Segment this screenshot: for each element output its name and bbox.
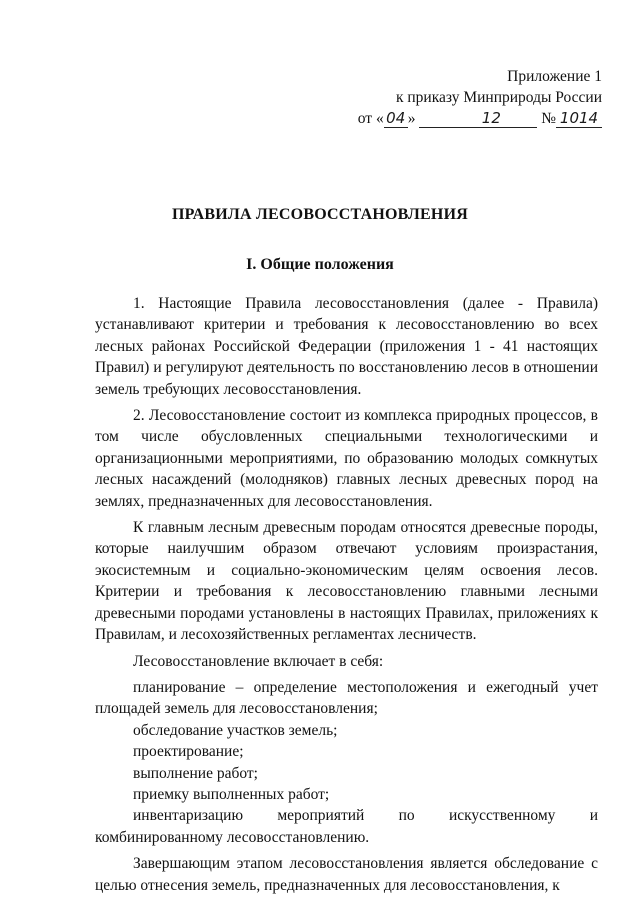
list-item-planning: планирование – определение местоположения и ежегодный учет площадей земель для лесовосстановления; (95, 678, 598, 718)
order-month: 12 (419, 110, 537, 128)
appendix-header (358, 66, 602, 129)
paragraph-includes: Лесовосстановление включает в себя: (133, 652, 384, 670)
list-item-survey: обследование участков земель; (133, 721, 338, 739)
section-title: I. Общие положения (246, 256, 394, 273)
paragraph-2: 2. Лесовосстановление состоит из комплекса природных процессов, в том числе обусловленных специальными технологическими и организационными мероприятиями, по образованию молодых сомкнутых лесных насаждений (молодняков) главных лесных древесных пород на землях, предназначенных для лесовосстановления. (95, 407, 598, 510)
list-item-design: проектирование; (133, 743, 244, 761)
document-title: ПРАВИЛА ЛЕСОВОССТАНОВЛЕНИЯ (172, 206, 468, 223)
number-label: № (541, 110, 556, 127)
order-day: 04 (384, 110, 408, 128)
list-item-execution: выполнение работ; (133, 764, 258, 782)
order-date-line (358, 108, 602, 129)
paragraph-final-stage: Завершающим этапом лесовосстановления является обследование с целью отнесения земель, предназначенных для лесовосстановления, к (95, 855, 598, 894)
list-item-inventory: инвентаризацию мероприятий по искусственному и комбинированному лесовосстановлению. (95, 807, 598, 846)
document-body (95, 293, 598, 896)
close-quote: » (407, 110, 416, 127)
list-item-acceptance: приемку выполненных работ; (133, 785, 330, 803)
from-label: от « (357, 110, 384, 127)
paragraph-main-species: К главным лесным древесным породам относятся древесные породы, которые наилучшим образом отвечают условиям произрастания, экосистемным и социально-экономическим целям освоения лесов. Критерии и требования к лесовосстановлению главными лесными древесными породами установлены в настоящих Правилах, приложениях к Правилам, и лесохозяйственных регламентах лесничеств. (95, 519, 598, 644)
paragraph-1: 1. Настоящие Правила лесовосстановления (далее - Правила) устанавливают критерии и требования к лесовосстановлению во всех лесных районах Российской Федерации (приложения 1 - 41 настоящих Правил) и регулируют деятельность по восстановлению лесов в отношении земель требующих лесовосстановления. (95, 295, 598, 398)
order-number: 1014 (556, 110, 602, 128)
order-reference: к приказу Минприроды России (395, 89, 602, 106)
appendix-label: Приложение 1 (507, 68, 602, 85)
